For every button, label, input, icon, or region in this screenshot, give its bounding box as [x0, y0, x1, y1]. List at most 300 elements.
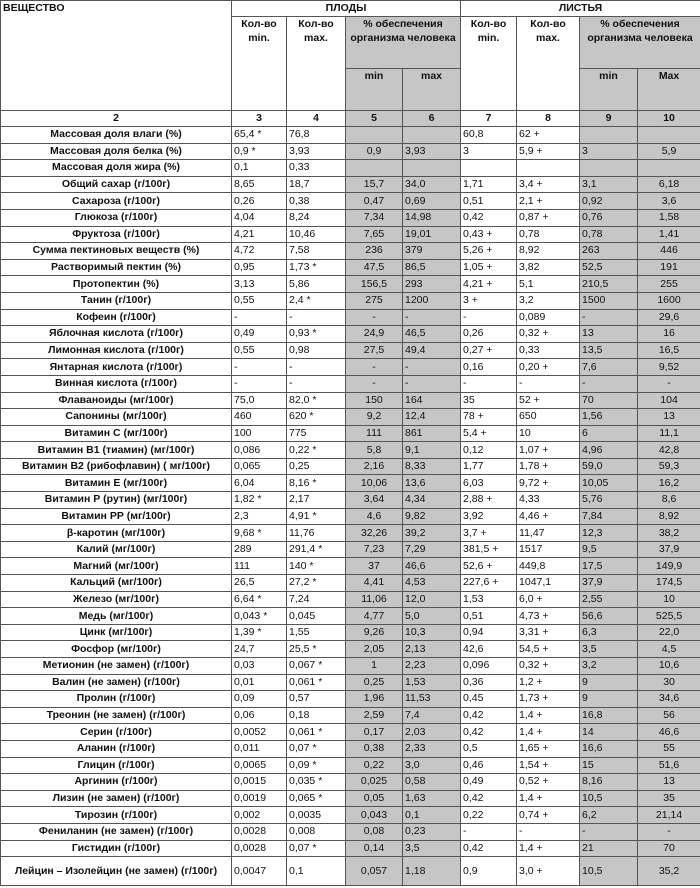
- value-cell: 16,8: [580, 707, 638, 724]
- value-cell: 16,5: [638, 342, 700, 359]
- value-cell: 4,5: [638, 641, 700, 658]
- value-cell: 0,5: [461, 740, 517, 757]
- value-cell: -: [461, 309, 517, 326]
- value-cell: 1,4 +: [517, 724, 580, 741]
- table-row: [1, 857, 700, 886]
- value-cell: 0,55: [232, 342, 287, 359]
- value-cell: 8,92: [517, 243, 580, 260]
- value-cell: 6,03: [461, 475, 517, 492]
- table-row: [1, 691, 700, 708]
- value-cell: 2,23: [403, 658, 461, 675]
- value-cell: 3,6: [638, 193, 700, 210]
- value-cell: 75,0: [232, 392, 287, 409]
- fruit-min-header: min: [346, 69, 403, 111]
- value-cell: 30: [638, 674, 700, 691]
- value-cell: 12,0: [403, 591, 461, 608]
- value-cell: 0,49: [232, 326, 287, 343]
- substance-name: Растворимый пектин (%): [1, 259, 232, 276]
- substance-name: Танин (г/100г): [1, 292, 232, 309]
- value-cell: 24,7: [232, 641, 287, 658]
- table-row: [1, 840, 700, 857]
- value-cell: [346, 127, 403, 144]
- value-cell: 0,22 *: [287, 442, 346, 459]
- table-row: [1, 259, 700, 276]
- value-cell: 1200: [403, 292, 461, 309]
- value-cell: 1,18: [403, 857, 461, 886]
- value-cell: 293: [403, 276, 461, 293]
- table-row: [1, 425, 700, 442]
- value-cell: 1,63: [403, 790, 461, 807]
- table-row: [1, 658, 700, 675]
- value-cell: 0,36: [461, 674, 517, 691]
- value-cell: 76,8: [287, 127, 346, 144]
- table-row: [1, 807, 700, 824]
- value-cell: -: [287, 309, 346, 326]
- value-cell: 0,93 *: [287, 326, 346, 343]
- table-row: [1, 707, 700, 724]
- table-row: [1, 292, 700, 309]
- value-cell: 3,5: [580, 641, 638, 658]
- value-cell: 289: [232, 541, 287, 558]
- substance-name: Янтарная кислота (г/100г): [1, 359, 232, 376]
- value-cell: 0,32 +: [517, 658, 580, 675]
- value-cell: 150: [346, 392, 403, 409]
- leaves-header: ЛИСТЬЯ: [461, 1, 700, 17]
- value-cell: 140 *: [287, 558, 346, 575]
- value-cell: 27,5: [346, 342, 403, 359]
- value-cell: [638, 160, 700, 177]
- value-cell: 3 +: [461, 292, 517, 309]
- value-cell: 1,4 +: [517, 790, 580, 807]
- value-cell: 15: [580, 757, 638, 774]
- value-cell: 19,01: [403, 226, 461, 243]
- value-cell: 0,1: [287, 857, 346, 886]
- value-cell: 5,86: [287, 276, 346, 293]
- value-cell: 8,33: [403, 458, 461, 475]
- value-cell: 0,0065: [232, 757, 287, 774]
- value-cell: 39,2: [403, 525, 461, 542]
- table-row: [1, 442, 700, 459]
- value-cell: 0,22: [346, 757, 403, 774]
- substance-name: Сахароза (г/100г): [1, 193, 232, 210]
- value-cell: 16: [638, 326, 700, 343]
- value-cell: 2,03: [403, 724, 461, 741]
- value-cell: 10,6: [638, 658, 700, 675]
- value-cell: 52 +: [517, 392, 580, 409]
- substance-name: Витамин В1 (тиамин) (мг/100г): [1, 442, 232, 459]
- value-cell: 227,6 +: [461, 575, 517, 592]
- value-cell: 60,8: [461, 127, 517, 144]
- value-cell: 0,98: [287, 342, 346, 359]
- value-cell: 4,91 *: [287, 508, 346, 525]
- value-cell: 111: [232, 558, 287, 575]
- value-cell: 0,94: [461, 624, 517, 641]
- value-cell: 775: [287, 425, 346, 442]
- value-cell: 4,33: [517, 492, 580, 509]
- table-row: [1, 757, 700, 774]
- value-cell: 0,057: [346, 857, 403, 886]
- value-cell: 0,38: [346, 740, 403, 757]
- table-row: [1, 575, 700, 592]
- table-row: [1, 674, 700, 691]
- value-cell: 6,18: [638, 176, 700, 193]
- table-row: [1, 724, 700, 741]
- value-cell: 1500: [580, 292, 638, 309]
- value-cell: 27,2 *: [287, 575, 346, 592]
- value-cell: 5,1: [517, 276, 580, 293]
- value-cell: 1,73 *: [287, 259, 346, 276]
- value-cell: 2,13: [403, 641, 461, 658]
- value-cell: 0,42: [461, 724, 517, 741]
- substance-name: Флаваноиды (мг/100г): [1, 392, 232, 409]
- value-cell: 9,2: [346, 409, 403, 426]
- col-number: 7: [461, 111, 517, 127]
- value-cell: 24,9: [346, 326, 403, 343]
- value-cell: 0,065: [232, 458, 287, 475]
- value-cell: 4,34: [403, 492, 461, 509]
- value-cell: 620 *: [287, 409, 346, 426]
- value-cell: 0,22: [461, 807, 517, 824]
- value-cell: 9: [580, 691, 638, 708]
- value-cell: [638, 127, 700, 144]
- value-cell: 104: [638, 392, 700, 409]
- col-number: 3: [232, 111, 287, 127]
- substance-name: Глицин (г/100г): [1, 757, 232, 774]
- value-cell: 2,3: [232, 508, 287, 525]
- value-cell: 9,68 *: [232, 525, 287, 542]
- value-cell: -: [580, 823, 638, 840]
- value-cell: 13,6: [403, 475, 461, 492]
- table-row: [1, 276, 700, 293]
- value-cell: 1: [346, 658, 403, 675]
- value-cell: 149,9: [638, 558, 700, 575]
- substance-name: Лизин (не замен) (г/100г): [1, 790, 232, 807]
- value-cell: 2,88 +: [461, 492, 517, 509]
- value-cell: 29,6: [638, 309, 700, 326]
- value-cell: 6,64 *: [232, 591, 287, 608]
- value-cell: 1,4 +: [517, 707, 580, 724]
- value-cell: 82,0 *: [287, 392, 346, 409]
- value-cell: 3,0: [403, 757, 461, 774]
- value-cell: 54,5 +: [517, 641, 580, 658]
- value-cell: 0,01: [232, 674, 287, 691]
- value-cell: -: [232, 375, 287, 392]
- value-cell: 8,65: [232, 176, 287, 193]
- value-cell: 9: [580, 674, 638, 691]
- value-cell: 0,26: [461, 326, 517, 343]
- value-cell: 46,6: [403, 558, 461, 575]
- value-cell: 0,95: [232, 259, 287, 276]
- value-cell: 0,42: [461, 209, 517, 226]
- column-number-row: [1, 111, 700, 127]
- value-cell: 0,32 +: [517, 326, 580, 343]
- value-cell: 4,46 +: [517, 508, 580, 525]
- value-cell: 1,55: [287, 624, 346, 641]
- value-cell: 0,09: [232, 691, 287, 708]
- value-cell: 59,3: [638, 458, 700, 475]
- col-number: 9: [580, 111, 638, 127]
- value-cell: 11,47: [517, 525, 580, 542]
- substance-name: Треонин (не замен) (г/100г): [1, 707, 232, 724]
- table-row: [1, 176, 700, 193]
- value-cell: 0,025: [346, 774, 403, 791]
- value-cell: 263: [580, 243, 638, 260]
- value-cell: 70: [638, 840, 700, 857]
- value-cell: 275: [346, 292, 403, 309]
- value-cell: 51,6: [638, 757, 700, 774]
- value-cell: 9,82: [403, 508, 461, 525]
- value-cell: 0,76: [580, 209, 638, 226]
- value-cell: 6,2: [580, 807, 638, 824]
- value-cell: 446: [638, 243, 700, 260]
- value-cell: 236: [346, 243, 403, 260]
- value-cell: 1,39 *: [232, 624, 287, 641]
- value-cell: 10: [517, 425, 580, 442]
- value-cell: 0,08: [346, 823, 403, 840]
- value-cell: 1,05 +: [461, 259, 517, 276]
- value-cell: 3,93: [403, 143, 461, 160]
- value-cell: 18,7: [287, 176, 346, 193]
- value-cell: 0,58: [403, 774, 461, 791]
- value-cell: 1047,1: [517, 575, 580, 592]
- value-cell: -: [287, 359, 346, 376]
- substance-name: Протопектин (%): [1, 276, 232, 293]
- value-cell: 14,98: [403, 209, 461, 226]
- value-cell: 59,0: [580, 458, 638, 475]
- substance-name: Витамин Е (мг/100г): [1, 475, 232, 492]
- substance-name: Лимонная кислота (г/100г): [1, 342, 232, 359]
- value-cell: 2,33: [403, 740, 461, 757]
- table-row: [1, 823, 700, 840]
- substance-name: Сапонины (мг/100г): [1, 409, 232, 426]
- value-cell: 1,41: [638, 226, 700, 243]
- value-cell: -: [638, 823, 700, 840]
- value-cell: 7,6: [580, 359, 638, 376]
- value-cell: -: [346, 359, 403, 376]
- value-cell: 0,51: [461, 193, 517, 210]
- table-row: [1, 641, 700, 658]
- value-cell: 9,52: [638, 359, 700, 376]
- value-cell: 0,089: [517, 309, 580, 326]
- value-cell: 10,05: [580, 475, 638, 492]
- value-cell: 0,9: [461, 857, 517, 886]
- value-cell: 2,05: [346, 641, 403, 658]
- value-cell: 0,25: [287, 458, 346, 475]
- substance-name: Кофеин (г/100г): [1, 309, 232, 326]
- value-cell: 38,2: [638, 525, 700, 542]
- value-cell: -: [232, 359, 287, 376]
- value-cell: 8,16: [580, 774, 638, 791]
- value-cell: 5,76: [580, 492, 638, 509]
- value-cell: 13: [638, 409, 700, 426]
- value-cell: 0,57: [287, 691, 346, 708]
- value-cell: [580, 160, 638, 177]
- value-cell: 0,92: [580, 193, 638, 210]
- table-row: [1, 608, 700, 625]
- table-row: [1, 309, 700, 326]
- value-cell: 0,23: [403, 823, 461, 840]
- value-cell: 0,87 +: [517, 209, 580, 226]
- table-row: [1, 375, 700, 392]
- table-row: [1, 541, 700, 558]
- value-cell: 1600: [638, 292, 700, 309]
- value-cell: 1,4 +: [517, 840, 580, 857]
- value-cell: 0,0028: [232, 823, 287, 840]
- value-cell: 0,043: [346, 807, 403, 824]
- value-cell: 1,56: [580, 409, 638, 426]
- value-cell: 1,53: [403, 674, 461, 691]
- value-cell: 460: [232, 409, 287, 426]
- value-cell: 56: [638, 707, 700, 724]
- value-cell: 4,96: [580, 442, 638, 459]
- value-cell: 0,05: [346, 790, 403, 807]
- value-cell: [580, 127, 638, 144]
- value-cell: 0,035 *: [287, 774, 346, 791]
- value-cell: 9,26: [346, 624, 403, 641]
- substance-name: Валин (не замен) (г/100г): [1, 674, 232, 691]
- value-cell: 17,5: [580, 558, 638, 575]
- value-cell: 32,26: [346, 525, 403, 542]
- table-row: [1, 392, 700, 409]
- value-cell: 3,5: [403, 840, 461, 857]
- substance-name: Фосфор (мг/100г): [1, 641, 232, 658]
- substance-header: ВЕЩЕСТВО: [1, 1, 232, 111]
- leaf-qty-max-header: Кол-во max.: [517, 17, 580, 111]
- value-cell: 0,55: [232, 292, 287, 309]
- value-cell: 0,69: [403, 193, 461, 210]
- table-row: [1, 525, 700, 542]
- value-cell: 861: [403, 425, 461, 442]
- value-cell: 0,1: [232, 160, 287, 177]
- value-cell: 0,42: [461, 790, 517, 807]
- table-row: [1, 243, 700, 260]
- col-number: 8: [517, 111, 580, 127]
- substance-name: Тирозин (г/100г): [1, 807, 232, 824]
- value-cell: 1,58: [638, 209, 700, 226]
- substance-name: Сумма пектиновых веществ (%): [1, 243, 232, 260]
- value-cell: 3,0 +: [517, 857, 580, 886]
- fruit-percent-header: % обеспечения организма человека: [346, 17, 461, 69]
- value-cell: 4,73 +: [517, 608, 580, 625]
- value-cell: 0,067 *: [287, 658, 346, 675]
- value-cell: 12,4: [403, 409, 461, 426]
- value-cell: 37,9: [580, 575, 638, 592]
- value-cell: 34,6: [638, 691, 700, 708]
- value-cell: 2,1 +: [517, 193, 580, 210]
- value-cell: 3,64: [346, 492, 403, 509]
- value-cell: 55: [638, 740, 700, 757]
- value-cell: 47,5: [346, 259, 403, 276]
- substance-name: Гистидин (г/100г): [1, 840, 232, 857]
- col-number: 4: [287, 111, 346, 127]
- value-cell: 100: [232, 425, 287, 442]
- value-cell: 25,5 *: [287, 641, 346, 658]
- value-cell: 0,011: [232, 740, 287, 757]
- table-row: [1, 475, 700, 492]
- value-cell: 174,5: [638, 575, 700, 592]
- value-cell: 6,0 +: [517, 591, 580, 608]
- value-cell: 0,008: [287, 823, 346, 840]
- value-cell: 0,07 *: [287, 840, 346, 857]
- substance-name: Массовая доля влаги (%): [1, 127, 232, 144]
- substance-name: Витамин РР (мг/100г): [1, 508, 232, 525]
- value-cell: 0,086: [232, 442, 287, 459]
- value-cell: 3,7 +: [461, 525, 517, 542]
- value-cell: 0,17: [346, 724, 403, 741]
- substance-name: Магний (мг/100г): [1, 558, 232, 575]
- value-cell: 7,84: [580, 508, 638, 525]
- col-number: 6: [403, 111, 461, 127]
- value-cell: 0,0019: [232, 790, 287, 807]
- value-cell: 0,33: [287, 160, 346, 177]
- value-cell: 3: [580, 143, 638, 160]
- value-cell: 0,061 *: [287, 724, 346, 741]
- value-cell: 37: [346, 558, 403, 575]
- value-cell: 0,16: [461, 359, 517, 376]
- value-cell: 0,47: [346, 193, 403, 210]
- value-cell: 2,16: [346, 458, 403, 475]
- value-cell: [517, 160, 580, 177]
- value-cell: 16,2: [638, 475, 700, 492]
- value-cell: 34,0: [403, 176, 461, 193]
- value-cell: 1,77: [461, 458, 517, 475]
- value-cell: 0,38: [287, 193, 346, 210]
- value-cell: 9,5: [580, 541, 638, 558]
- value-cell: 0,9: [346, 143, 403, 160]
- value-cell: 4,41: [346, 575, 403, 592]
- value-cell: 3,92: [461, 508, 517, 525]
- value-cell: 1,71: [461, 176, 517, 193]
- value-cell: 2,55: [580, 591, 638, 608]
- value-cell: -: [403, 375, 461, 392]
- value-cell: 9,1: [403, 442, 461, 459]
- table-row: [1, 342, 700, 359]
- value-cell: 10: [638, 591, 700, 608]
- substance-name: Фруктоза (г/100г): [1, 226, 232, 243]
- value-cell: 1,78 +: [517, 458, 580, 475]
- value-cell: 0,14: [346, 840, 403, 857]
- value-cell: 0,0028: [232, 840, 287, 857]
- value-cell: -: [403, 309, 461, 326]
- value-cell: 86,5: [403, 259, 461, 276]
- value-cell: 525,5: [638, 608, 700, 625]
- value-cell: 0,061 *: [287, 674, 346, 691]
- value-cell: 0,043 *: [232, 608, 287, 625]
- value-cell: 46,5: [403, 326, 461, 343]
- value-cell: 1,65 +: [517, 740, 580, 757]
- value-cell: -: [287, 375, 346, 392]
- value-cell: 0,52 +: [517, 774, 580, 791]
- value-cell: 21: [580, 840, 638, 857]
- value-cell: 0,065 *: [287, 790, 346, 807]
- value-cell: 449,8: [517, 558, 580, 575]
- substance-name: Аланин (г/100г): [1, 740, 232, 757]
- value-cell: 3,93: [287, 143, 346, 160]
- value-cell: 0,1: [403, 807, 461, 824]
- value-cell: 0,45: [461, 691, 517, 708]
- substance-name: Яблочная кислота (г/100г): [1, 326, 232, 343]
- value-cell: 3,2: [580, 658, 638, 675]
- value-cell: 0,12: [461, 442, 517, 459]
- value-cell: 1,07 +: [517, 442, 580, 459]
- value-cell: 4,72: [232, 243, 287, 260]
- substance-name: Цинк (мг/100г): [1, 624, 232, 641]
- fruit-max-header: max: [403, 69, 461, 111]
- substance-name: Кальций (мг/100г): [1, 575, 232, 592]
- value-cell: 3,2: [517, 292, 580, 309]
- table-row: [1, 359, 700, 376]
- value-cell: 7,4: [403, 707, 461, 724]
